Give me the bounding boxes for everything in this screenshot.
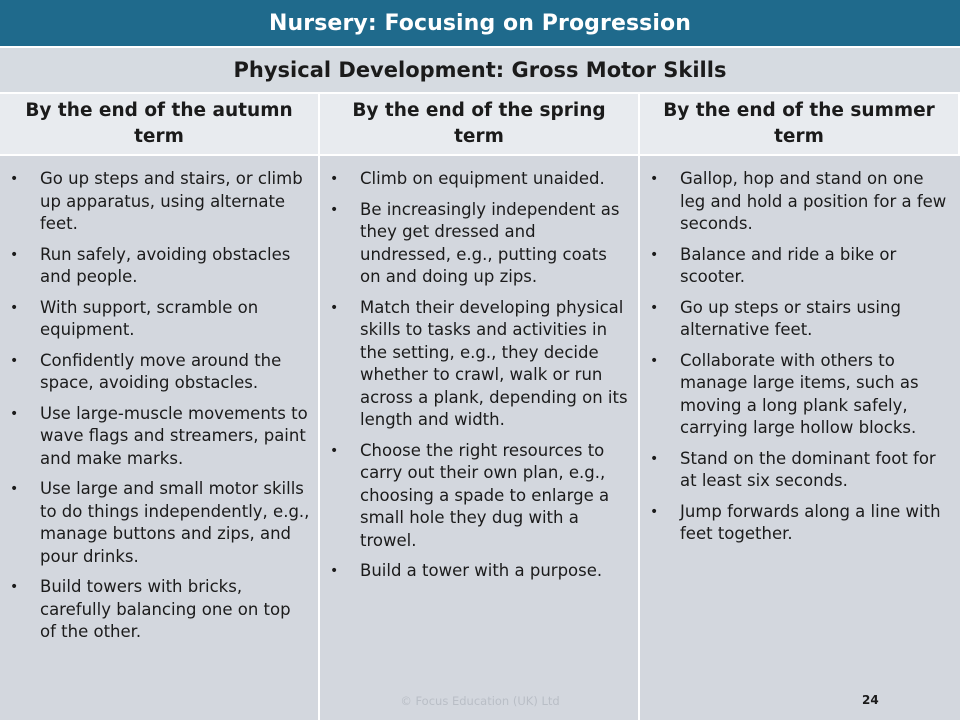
column-body-summer <box>640 156 960 720</box>
bullet-icon: • <box>650 450 659 467</box>
column-heading-summer: By the end of the summer term <box>640 94 960 156</box>
list-item-text: Go up steps and stairs, or climb up apparatus, using alternate feet. <box>40 169 303 233</box>
bullet-icon: • <box>10 171 19 187</box>
bullet-icon: • <box>650 503 659 520</box>
list-item-text: Collaborate with others to manage large items, such as moving a long plank safely, carrying large hollow blocks. <box>680 350 919 437</box>
list-item <box>646 501 952 546</box>
bullet-icon: • <box>330 201 339 218</box>
bullet-icon: • <box>330 299 339 316</box>
page-number: 24 <box>862 693 879 707</box>
list-item-text: Use large-muscle movements to wave flags and streamers, paint and make marks. <box>40 403 308 468</box>
list-item <box>326 560 630 583</box>
list-item <box>646 244 952 289</box>
page-title: Nursery: Focusing on Progression <box>0 0 960 48</box>
list-item-text: Go up steps or stairs using alternative feet. <box>680 297 901 339</box>
bullet-icon: • <box>650 299 659 316</box>
list-item <box>6 168 310 236</box>
list-item <box>326 199 630 289</box>
progression-table <box>0 94 960 720</box>
list-item <box>646 448 952 493</box>
bullet-icon: • <box>330 442 339 459</box>
list-item <box>326 297 630 432</box>
list-item <box>326 168 630 191</box>
copyright-notice: © Focus Education (UK) Ltd <box>400 694 560 708</box>
column-heading-spring: By the end of the spring term <box>320 94 640 156</box>
list-item-text: Build towers with bricks, carefully balancing one on top of the other. <box>40 577 291 641</box>
list-item <box>6 244 310 289</box>
list-item-text: Jump forwards along a line with feet together. <box>680 501 941 543</box>
bullet-icon: • <box>650 171 659 187</box>
list-item-text: Gallop, hop and stand on one leg and hold a position for a few seconds. <box>680 169 947 233</box>
bullet-icon: • <box>330 563 339 579</box>
bullet-icon: • <box>10 246 19 263</box>
list-item <box>646 168 952 236</box>
summer-skills-list <box>646 168 952 546</box>
column-body-autumn <box>0 156 320 720</box>
bullet-icon: • <box>650 352 659 369</box>
bullet-icon: • <box>10 352 19 369</box>
bullet-icon: • <box>650 246 659 263</box>
list-item-text: Confidently move around the space, avoiding obstacles. <box>40 350 282 392</box>
list-item-text: Choose the right resources to carry out their own plan, e.g., choosing a spade to enlarge a small hole they dug with a trowel. <box>360 440 610 550</box>
list-item-text: With support, scramble on equipment. <box>40 297 259 339</box>
bullet-icon: • <box>330 171 339 187</box>
list-item-text: Balance and ride a bike or scooter. <box>680 244 897 286</box>
list-item-text: Match their developing physical skills to tasks and activities in the setting, e.g., they decide whether to crawl, walk or run across a plank, depending on its length and width. <box>360 297 628 429</box>
list-item <box>6 403 310 471</box>
list-item <box>646 350 952 440</box>
autumn-skills-list <box>6 168 310 644</box>
bullet-icon: • <box>10 405 19 422</box>
column-body-spring <box>320 156 640 720</box>
list-item <box>6 576 310 644</box>
list-item <box>6 478 310 568</box>
list-item <box>326 440 630 553</box>
spring-skills-list <box>326 168 630 583</box>
list-item-text: Be increasingly independent as they get dressed and undressed, e.g., putting coats on and doing up zips. <box>360 199 620 286</box>
section-subtitle: Physical Development: Gross Motor Skills <box>0 48 960 94</box>
bullet-icon: • <box>10 299 19 316</box>
column-heading-autumn: By the end of the autumn term <box>0 94 320 156</box>
list-item <box>646 297 952 342</box>
list-item-text: Build a tower with a purpose. <box>360 561 603 580</box>
bullet-icon: • <box>10 481 19 497</box>
list-item-text: Use large and small motor skills to do things independently, e.g., manage buttons and zips, and pour drinks. <box>40 479 310 566</box>
list-item <box>6 350 310 395</box>
list-item <box>6 297 310 342</box>
list-item-text: Run safely, avoiding obstacles and people. <box>40 244 291 286</box>
bullet-icon: • <box>10 579 19 595</box>
list-item-text: Climb on equipment unaided. <box>360 169 605 188</box>
list-item-text: Stand on the dominant foot for at least six seconds. <box>680 448 936 490</box>
